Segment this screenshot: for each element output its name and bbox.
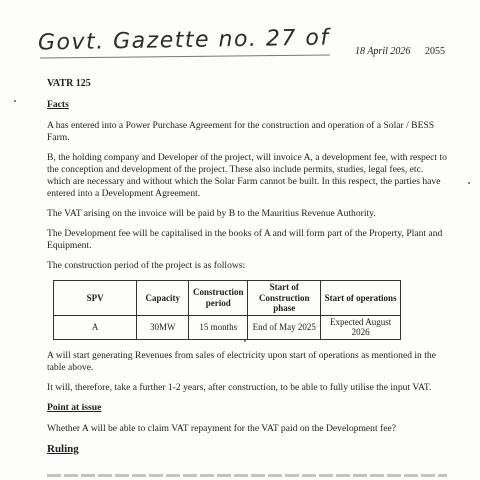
facts-heading: Facts	[47, 99, 69, 110]
col-header-spv: SPV	[54, 281, 137, 316]
col-header-construction-start: Start of Construction phase	[248, 281, 321, 316]
point-at-issue-text: Whether A will be able to claim VAT repayment for the VAT paid on the Development fee?	[47, 422, 397, 434]
table-header-row	[54, 281, 401, 316]
paragraph: The construction period of the project is as follows:	[47, 260, 246, 271]
cell-operations-start: Expected August 2026	[321, 315, 401, 339]
cell-capacity: 30MW	[137, 315, 189, 339]
paragraph: The Development fee will be capitalised in the books of A and will form part of the Property, Plant and Equipment.	[47, 228, 443, 251]
paragraph: A will start generating Revenues from sales of electricity upon start of operations as mentioned in the table above.	[47, 349, 436, 373]
scan-speck	[468, 182, 470, 184]
handwritten-underline	[40, 54, 330, 58]
gazette-date: 18 April 2026	[355, 46, 411, 57]
paragraph: A has entered into a Power Purchase Agreement for the construction and operation of a Solar / BESS Farm.	[47, 120, 435, 143]
ruling-heading: Ruling	[47, 442, 79, 455]
col-header-capacity: Capacity	[137, 281, 189, 316]
cell-construction-start: End of May 2025	[248, 315, 321, 339]
col-header-operations-start: Start of operations	[321, 281, 401, 316]
col-header-construction-period: Construction period	[189, 281, 248, 316]
construction-table	[53, 280, 401, 340]
page-number: 2055	[425, 46, 445, 57]
scan-speck	[14, 100, 16, 102]
table-row	[54, 315, 401, 339]
cut-off-text-line	[47, 472, 447, 480]
cell-construction-period: 15 months	[189, 315, 248, 339]
paragraph: The VAT arising on the invoice will be paid by B to the Mauritius Revenue Authority.	[47, 208, 376, 219]
ruling-reference: VATR 125	[47, 78, 91, 89]
handwritten-note: Govt. Gazette no. 27 of	[37, 25, 330, 56]
point-at-issue-heading: Point at issue	[47, 401, 102, 413]
cell-spv: A	[54, 315, 137, 339]
paragraph: It will, therefore, take a further 1-2 years, after construction, to be able to fully utilise the input VAT.	[47, 381, 432, 393]
document-body	[47, 78, 449, 464]
paragraph: B, the holding company and Developer of the project, will invoice A, a development fee, with respect to the conception and development of the project. These also include permits, studies, legal fees, etc. which are necessary and without which the Solar Farm cannot be built. In this respect, the parties have entered into a Development Agreement.	[47, 152, 447, 199]
